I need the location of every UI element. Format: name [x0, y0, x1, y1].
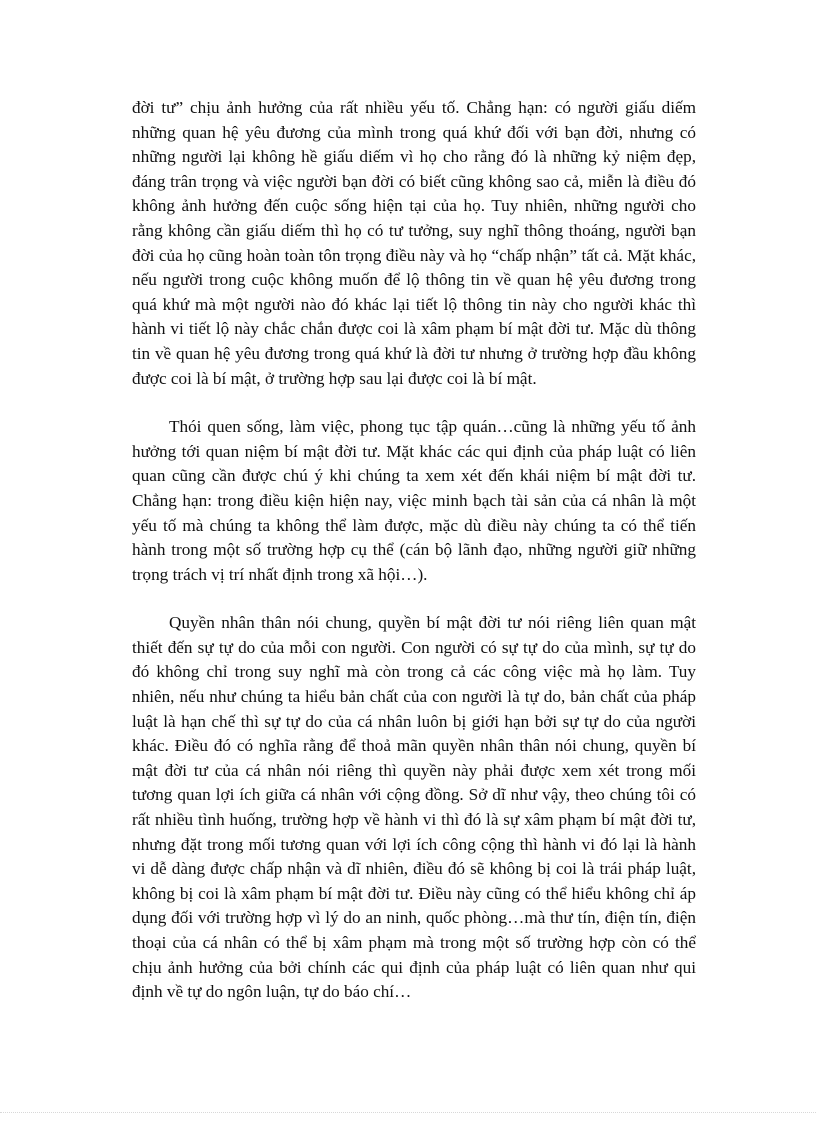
page-bottom-divider: [0, 1112, 816, 1113]
paragraph-continued: đời tư” chịu ảnh hưởng của rất nhiều yếu tố. Chẳng hạn: có người giấu diếm những quan hệ yêu đương của mình trong quá khứ đối với bạn đời, nhưng có những người lại không hề giấu diếm vì họ cho rằng đó là những kỷ niệm đẹp, đáng trân trọng và việc người bạn đời có biết cũng không sao cả, miễn là điều đó không ảnh hưởng đến cuộc sống hiện tại của họ. Tuy nhiên, những người cho rằng không cần giấu diếm thì họ có tư tưởng, suy nghĩ thông thoáng, người bạn đời của họ cũng hoàn toàn tôn trọng điều này và họ “chấp nhận” tất cả. Mặt khác, nếu người trong cuộc không muốn để lộ thông tin về quan hệ yêu đương trong quá khứ mà một người nào đó khác lại tiết lộ thông tin này cho người khác thì hành vi tiết lộ này chắc chắn được coi là xâm phạm bí mật đời tư. Mặc dù thông tin về quan hệ yêu đương trong quá khứ là đời tư nhưng ở trường hợp đầu không được coi là bí mật, ở trường hợp sau lại được coi là bí mật.: [132, 98, 696, 388]
document-body: [132, 96, 696, 1005]
paragraph-personal-rights: Quyền nhân thân nói chung, quyền bí mật đời tư nói riêng liên quan mật thiết đến sự tự do của mỗi con người. Con người có sự tự do của mình, sự tự do đó không chỉ trong suy nghĩ mà còn trong cả các công việc mà họ làm. Tuy nhiên, nếu như chúng ta hiểu bản chất của con người là tự do, bản chất của pháp luật là hạn chế thì sự tự do của cá nhân luôn bị giới hạn bởi sự tự do của người khác. Điều đó có nghĩa rằng để thoả mãn quyền nhân thân nói chung, quyền bí mật đời tư của cá nhân nói riêng thì quyền này phải được xem xét trong mối tương quan lợi ích giữa cá nhân với cộng đồng. Sở dĩ như vậy, theo chúng tôi có rất nhiều tình huống, trường hợp về hành vi thì đó là sự xâm phạm bí mật đời tư, nhưng đặt trong mối tương quan với lợi ích công cộng thì hành vi đó lại là hành vi dễ dàng được chấp nhận và dĩ nhiên, điều đó sẽ không bị coi là trái pháp luật, không bị coi là xâm phạm bí mật đời tư. Điều này cũng có thể hiểu không chỉ áp dụng đối với trường hợp vì lý do an ninh, quốc phòng…mà thư tín, điện tín, điện thoại của cá nhân có thể bị xâm phạm mà trong một số trường hợp còn có thể chịu ảnh hưởng của bởi chính các qui định của pháp luật có liên quan như qui định về tự do ngôn luận, tự do báo chí…: [132, 613, 696, 1002]
paragraph-habits: Thói quen sống, làm việc, phong tục tập quán…cũng là những yếu tố ảnh hưởng tới quan niệm bí mật đời tư. Mặt khác các qui định của pháp luật có liên quan cũng cần được chú ý khi chúng ta xem xét đến khái niệm bí mật đời tư. Chẳng hạn: trong điều kiện hiện nay, việc minh bạch tài sản của cá nhân là một yếu tố mà chúng ta không thể làm được, mặc dù điều này chúng ta có thể tiến hành trong một số trường hợp cụ thể (cán bộ lãnh đạo, những người giữ những trọng trách vị trí nhất định trong xã hội…).: [132, 417, 696, 584]
